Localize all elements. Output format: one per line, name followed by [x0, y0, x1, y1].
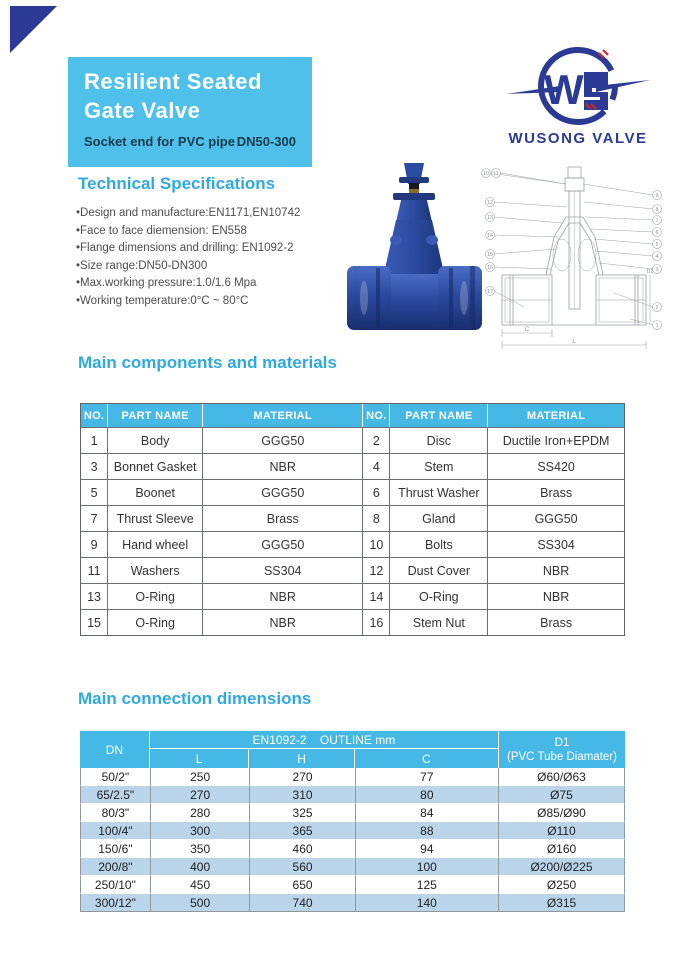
cell-h: 460 — [249, 840, 354, 858]
cell-material: Brass — [488, 609, 624, 635]
table-row — [80, 822, 625, 840]
cell-material: SS304 — [203, 557, 363, 583]
cell-part: Body — [108, 427, 203, 453]
cell-material: SS304 — [488, 531, 624, 557]
dimensions-table — [80, 731, 625, 912]
col-header: NO. — [81, 404, 108, 427]
cell-dn: 200/8" — [80, 858, 150, 876]
cell-h: 325 — [249, 804, 354, 822]
cell-part: O-Ring — [390, 583, 488, 609]
corner-triangle-decoration — [10, 6, 57, 53]
cell-c: 77 — [355, 768, 498, 786]
cell-material: NBR — [203, 453, 363, 479]
table-row — [81, 427, 624, 453]
callout-number: 17 — [486, 289, 494, 295]
callout-number: 16 — [486, 265, 494, 271]
cell-no: 11 — [81, 557, 108, 583]
callout-number: 7 — [655, 218, 659, 224]
col-header: PART NAME — [108, 404, 203, 427]
cell-no: 13 — [81, 583, 108, 609]
cell-dn: 250/10" — [80, 876, 150, 894]
cell-dn: 100/4" — [80, 822, 150, 840]
table-row — [81, 479, 624, 505]
cell-d1: Ø250 — [498, 876, 625, 894]
product-title-line1: Resilient Seated — [84, 69, 262, 94]
cell-part: Gland — [390, 505, 488, 531]
cell-no: 14 — [363, 583, 390, 609]
brand-name: WUSONG VALVE — [508, 130, 648, 147]
cell-no: 3 — [81, 453, 108, 479]
cell-l: 350 — [150, 840, 250, 858]
table-row — [81, 531, 624, 557]
cell-no: 6 — [363, 479, 390, 505]
cell-part: Disc — [390, 427, 488, 453]
col-header: PART NAME — [390, 404, 488, 427]
components-header-row — [81, 404, 624, 427]
table-row — [80, 786, 625, 804]
table-row — [80, 840, 625, 858]
tech-specs-list — [76, 205, 376, 310]
col-header-d1 — [498, 731, 625, 768]
cell-d1: Ø315 — [498, 894, 625, 912]
cell-h: 270 — [249, 768, 354, 786]
table-row — [80, 858, 625, 876]
cell-l: 300 — [150, 822, 250, 840]
cell-part: O-Ring — [108, 583, 203, 609]
cell-dn: 150/6" — [80, 840, 150, 858]
spec-item: •Design and manufacture:EN1171,EN10742 — [76, 207, 301, 219]
cell-dn: 80/3" — [80, 804, 150, 822]
cell-c: 125 — [355, 876, 498, 894]
components-table — [80, 403, 625, 636]
callout-number: 11 — [493, 171, 499, 177]
product-subtitle: Socket end for PVC pipe — [84, 134, 235, 149]
cell-no: 9 — [81, 531, 108, 557]
components-title: Main components and materials — [78, 353, 337, 372]
col-header-outline-group: EN1092-2 OUTLINE mm — [150, 731, 498, 749]
cell-part: Thrust Washer — [390, 479, 488, 505]
callout-number: 12 — [486, 200, 494, 206]
col-header: NO. — [363, 404, 390, 427]
cell-h: 310 — [249, 786, 354, 804]
cell-material: GGG50 — [488, 505, 624, 531]
spec-item: •Working temperature:0°C ~ 80°C — [76, 294, 249, 307]
col-header-l: L — [150, 749, 250, 768]
col-header-c: C — [355, 749, 498, 768]
cell-no: 16 — [363, 609, 390, 635]
col-header: MATERIAL — [488, 404, 624, 427]
tech-specs-title: Technical Specifications — [78, 174, 276, 193]
cell-part: Dust Cover — [390, 557, 488, 583]
cell-dn: 50/2" — [80, 768, 150, 786]
cell-d1: Ø75 — [498, 786, 625, 804]
spec-item: •Face to face diemension: EN558 — [76, 224, 247, 237]
valve-section-drawing — [480, 157, 670, 353]
cell-material: GGG50 — [203, 479, 363, 505]
callout-number: 8 — [655, 207, 659, 213]
cell-no: 12 — [363, 557, 390, 583]
table-row — [80, 876, 625, 894]
dimensions-header-row1 — [80, 731, 625, 749]
cell-c: 80 — [355, 786, 498, 804]
cell-h: 740 — [249, 894, 354, 912]
cell-dn: 300/12" — [80, 894, 150, 912]
cell-material: Brass — [203, 505, 363, 531]
cell-part: Stem — [390, 453, 488, 479]
dim-label-l: L — [572, 339, 576, 345]
callout-number: 13 — [486, 215, 494, 221]
cell-material: NBR — [488, 557, 624, 583]
cell-material: GGG50 — [203, 427, 363, 453]
cell-part: Thrust Sleeve — [108, 505, 203, 531]
cell-h: 365 — [249, 822, 354, 840]
cell-d1: Ø110 — [498, 822, 625, 840]
cell-l: 400 — [150, 858, 250, 876]
cell-no: 7 — [81, 505, 108, 531]
cell-c: 140 — [355, 894, 498, 912]
cell-material: SS420 — [488, 453, 624, 479]
callout-number: 15 — [486, 252, 494, 258]
product-title-line2: Gate Valve — [84, 98, 201, 123]
table-row — [81, 505, 624, 531]
dim-label-c: C — [524, 327, 530, 333]
cell-part: Bonnet Gasket — [108, 453, 203, 479]
spec-item: •Size range:DN50-DN300 — [76, 259, 208, 272]
cell-d1: Ø60/Ø63 — [498, 768, 625, 786]
cell-no: 8 — [363, 505, 390, 531]
callout-number: 4 — [655, 254, 659, 260]
table-row — [80, 804, 625, 822]
col-header: MATERIAL — [203, 404, 363, 427]
cell-d1: Ø200/Ø225 — [498, 858, 625, 876]
table-row — [80, 894, 625, 912]
dimensions-title: Main connection dimensions — [78, 689, 312, 708]
col-header-dn: DN — [80, 731, 150, 768]
company-logo — [498, 42, 658, 167]
cell-material: NBR — [488, 583, 624, 609]
cell-no: 2 — [363, 427, 390, 453]
callout-number: 3 — [655, 267, 659, 273]
callout-number: 2 — [655, 305, 659, 311]
cell-d1: Ø160 — [498, 840, 625, 858]
d1-header-line2: (PVC Tube Diamater) — [507, 750, 617, 763]
valve-photo — [346, 162, 483, 334]
spec-item: •Flange dimensions and drilling: EN1092-2 — [76, 242, 294, 254]
cell-no: 5 — [81, 479, 108, 505]
cell-l: 500 — [150, 894, 250, 912]
spec-item: •Max.working pressure:1.0/1.6 Mpa — [76, 277, 257, 289]
table-row — [81, 453, 624, 479]
callout-number: 1 — [655, 323, 659, 329]
cell-material: NBR — [203, 583, 363, 609]
dim-label-d1: D1 — [646, 269, 654, 275]
cell-l: 280 — [150, 804, 250, 822]
cell-material: NBR — [203, 609, 363, 635]
cell-material: Ductile Iron+EPDM — [488, 427, 624, 453]
cell-l: 250 — [150, 768, 250, 786]
product-title-banner — [68, 57, 312, 167]
cell-l: 450 — [150, 876, 250, 894]
cell-c: 88 — [355, 822, 498, 840]
table-row — [80, 768, 625, 786]
callout-number: 5 — [655, 242, 659, 248]
cell-h: 650 — [249, 876, 354, 894]
callout-number: 14 — [486, 233, 494, 239]
cell-c: 100 — [355, 858, 498, 876]
callout-number: 6 — [655, 230, 659, 236]
cell-part: Stem Nut — [390, 609, 488, 635]
cell-part: Washers — [108, 557, 203, 583]
cell-no: 1 — [81, 427, 108, 453]
cell-material: Brass — [488, 479, 624, 505]
logo-monogram-w: W — [544, 66, 584, 113]
cell-part: O-Ring — [108, 609, 203, 635]
cell-c: 94 — [355, 840, 498, 858]
cell-part: Boonet — [108, 479, 203, 505]
callout-number: 10 — [482, 171, 490, 177]
cell-d1: Ø85/Ø90 — [498, 804, 625, 822]
cell-no: 10 — [363, 531, 390, 557]
cell-part: Hand wheel — [108, 531, 203, 557]
cell-dn: 65/2.5" — [80, 786, 150, 804]
cell-material: GGG50 — [203, 531, 363, 557]
cell-h: 560 — [249, 858, 354, 876]
logo-mark-icon — [498, 42, 658, 132]
cell-part: Bolts — [390, 531, 488, 557]
callout-number: 9 — [655, 193, 659, 199]
cell-c: 84 — [355, 804, 498, 822]
table-row — [81, 609, 624, 635]
table-row — [81, 557, 624, 583]
cell-l: 270 — [150, 786, 250, 804]
cell-no: 15 — [81, 609, 108, 635]
col-header-h: H — [249, 749, 354, 768]
d1-header-line1: D1 — [554, 736, 570, 749]
cell-no: 4 — [363, 453, 390, 479]
table-row — [81, 583, 624, 609]
product-size-range: DN50-300 — [236, 134, 296, 149]
